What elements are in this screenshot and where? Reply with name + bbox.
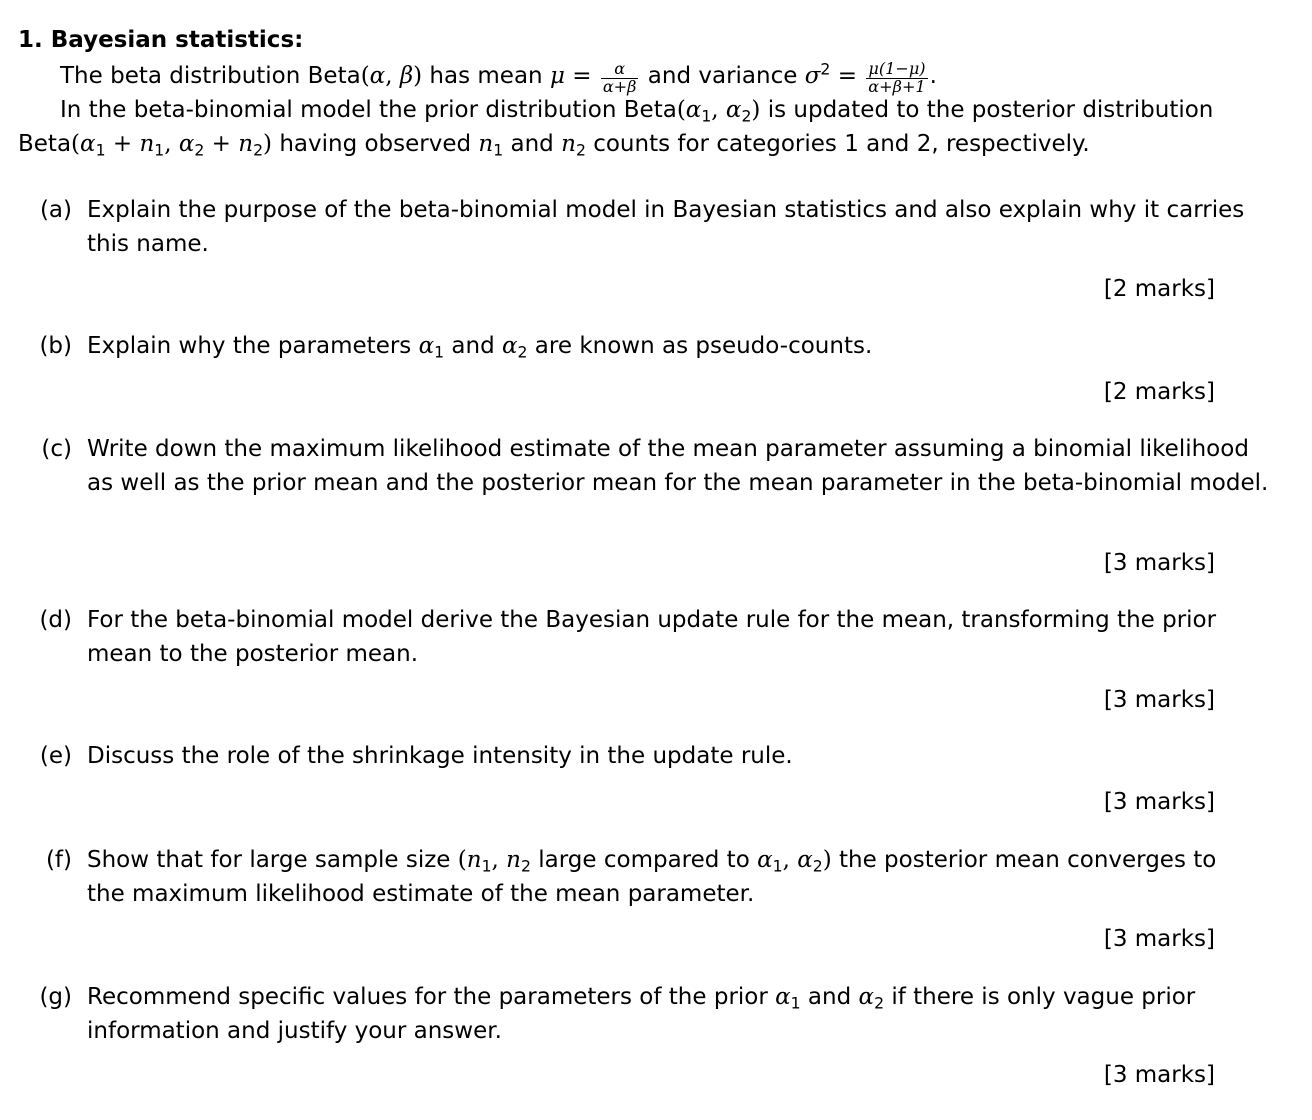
- intro-line-3: $Beta(\alpha_1 + n_1$, $\alpha_2 + n_2$) having observed $n_1$ and $n_2$ counts for categories 1 and 2, respectively.: [18, 131, 1090, 160]
- part-label: (g): [39, 984, 72, 1010]
- part-f-line-1: Show that for large sample size ($n_1$, $n_2$ large compared to $\alpha_1$, $\alpha_2$) the posterior mean converges to: [87, 847, 1217, 876]
- part-label: (f): [45, 847, 72, 873]
- intro-line-2: In the beta-binomial model the prior distribution $Beta(\alpha_1$, $\alpha_2$) is updated to the posterior distribution: [60, 97, 1214, 126]
- intro-text: having observed: [272, 131, 479, 157]
- part-c-line-2: as well as the prior mean and the posterior mean for the mean parameter in the beta-binomial model.: [87, 470, 1269, 496]
- part-label: (a): [39, 197, 72, 223]
- part-c-line-1: Write down the maximum likelihood estimate of the mean parameter assuming a binomial likelihood: [87, 436, 1249, 462]
- part-b-line-1: Explain why the parameters $\alpha_1$ and $\alpha_2$ are known as pseudo-counts.: [87, 333, 873, 362]
- part-text: Explain why the parameters: [87, 333, 419, 359]
- question-title: 1. Bayesian statistics:: [18, 27, 304, 53]
- marks-label: [3 marks]: [1103, 550, 1215, 576]
- intro-text: has mean: [422, 63, 550, 90]
- part-text: are known as pseudo-counts.: [527, 333, 873, 359]
- part-label: (b): [39, 333, 72, 359]
- marks-label: [2 marks]: [1103, 379, 1215, 405]
- part-d-line-1: For the beta-binomial model derive the Bayesian update rule for the mean, transforming the prior: [87, 607, 1217, 633]
- part-e-line-1: Discuss the role of the shrinkage intensity in the update rule.: [87, 743, 793, 769]
- part-text: if there is only vague prior: [884, 984, 1196, 1010]
- intro-text: In the beta-binomial model the prior distribution Beta: [60, 97, 677, 123]
- part-text: and: [800, 984, 859, 1010]
- part-text: the posterior mean converges to: [831, 847, 1217, 873]
- part-text: and: [444, 333, 502, 359]
- marks-label: [2 marks]: [1103, 276, 1215, 302]
- intro-text: and: [503, 131, 562, 157]
- marks-label: [3 marks]: [1103, 687, 1215, 713]
- intro-line-1: The beta distribution Beta(α, β) has mean μ = $\frac{\alpha}{\alpha+\beta}$ and variance $\sigma^2$ = $\frac{\mu(1-\mu)}{\alpha+\beta+1}$ .: [60, 59, 937, 96]
- part-d-line-2: mean to the posterior mean.: [87, 641, 419, 667]
- part-g-line-2: information and justify your answer.: [87, 1018, 502, 1044]
- part-text: Show that for large sample size: [87, 847, 458, 873]
- mean-formula: $\frac{\alpha}{\alpha+\beta}$: [602, 59, 637, 96]
- intro-text: Beta: [18, 131, 72, 157]
- intro-text: is updated to the posterior distribution: [760, 97, 1214, 123]
- part-label: (c): [41, 436, 72, 462]
- marks-label: [3 marks]: [1103, 1062, 1215, 1088]
- marks-label: [3 marks]: [1103, 926, 1215, 952]
- part-label: (d): [39, 607, 72, 633]
- part-label: (e): [39, 743, 72, 769]
- part-f-line-2: the maximum likelihood estimate of the mean parameter.: [87, 881, 755, 907]
- variance-formula: $\frac{\mu(1-\mu)}{\alpha+\beta+1}$: [868, 59, 926, 96]
- part-text: Recommend specific values for the parameters of the prior: [87, 984, 776, 1010]
- part-g-line-1: Recommend specific values for the parameters of the prior $\alpha_1$ and $\alpha_2$ if there is only vague prior: [87, 984, 1196, 1013]
- part-text: large compared to: [530, 847, 758, 873]
- intro-text: and variance: [640, 63, 805, 90]
- part-a-line-1: Explain the purpose of the beta-binomial model in Bayesian statistics and also explain why it carries: [87, 197, 1245, 223]
- intro-text: counts for categories 1 and 2, respectively.: [585, 131, 1090, 157]
- intro-text: The beta distribution Beta: [60, 63, 361, 90]
- part-a-line-2: this name.: [87, 231, 209, 257]
- marks-label: [3 marks]: [1103, 789, 1215, 815]
